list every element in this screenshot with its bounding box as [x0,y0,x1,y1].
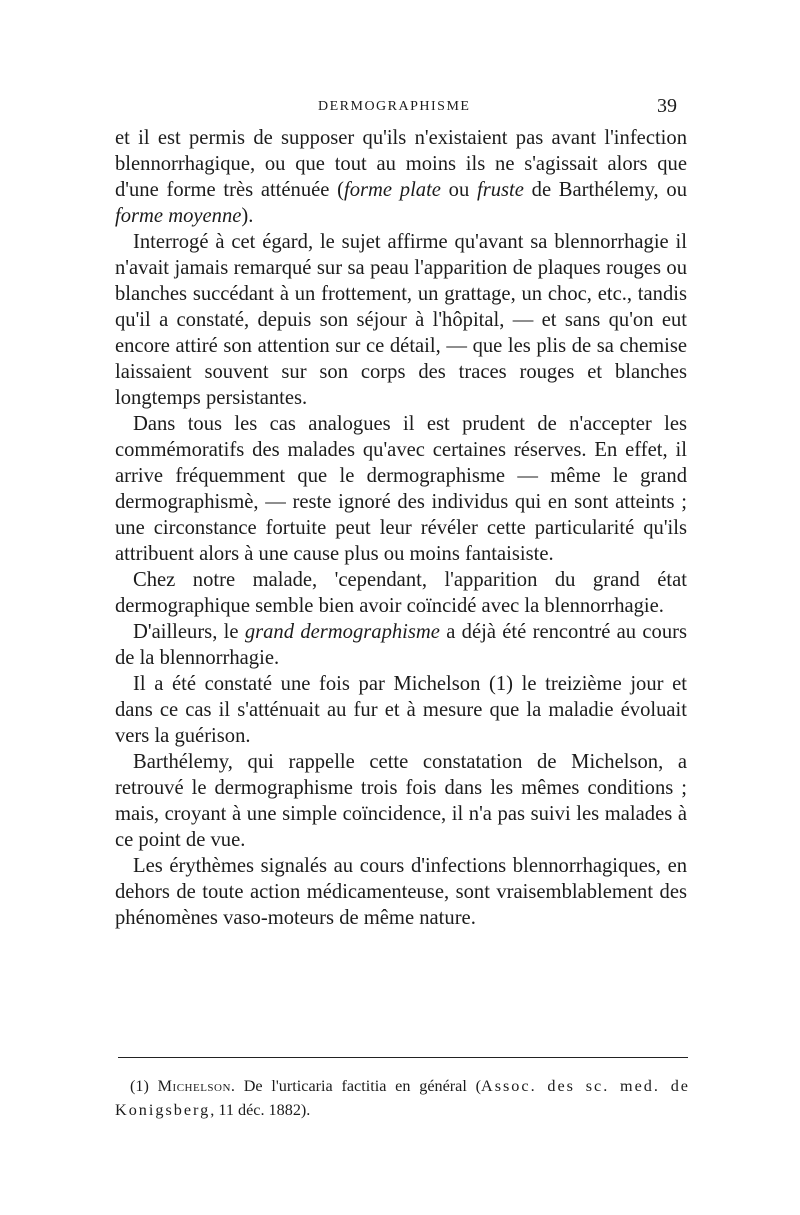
paragraph [115,749,687,853]
text-run: et il est permis de supposer qu'ils n'existaient pas avant l'infection blennorrhagique, ou que tout au moins ils ne s'agissait alors que d'une forme très atténuée ( [115,127,687,201]
footnote-marker: (1) [130,1077,158,1095]
footnote-author: Michelson [157,1077,231,1095]
footnote-source: Assoc. des sc. med. de Konigsberg [115,1077,690,1119]
text-run: Chez notre malade, 'cependant, l'apparition du grand état dermographique semble bien avoir coïncidé avec la blennorrhagie. [115,569,687,617]
italic-run: forme plate [344,179,441,201]
text-run: ou [440,179,477,201]
text-run: Il a été constaté une fois par Michelson (1) le treizième jour et dans ce cas il s'atténuait au fur et à mesure que la maladie évoluait vers la guérison. [115,673,687,747]
body-text [115,125,687,931]
paragraph [115,567,687,619]
text-run: Barthélemy, qui rappelle cette constatation de Michelson, a retrouvé le dermographisme trois fois dans les mêmes conditions ; mais, croyant à une simple coïncidence, il n'a pas suivi les malades à ce point de vue. [115,751,687,851]
footnote [115,1074,690,1122]
text-run: Les érythèmes signalés au cours d'infections blennorrhagiques, en dehors de toute action médicamenteuse, sont vraisemblablement des phénomènes vaso-moteurs de même nature. [115,855,687,929]
paragraph [115,125,687,229]
page-number: 39 [657,95,677,117]
text-run: Dans tous les cas analogues il est prudent de n'accepter les commémoratifs des malades qu'avec certaines réserves. En effet, il arrive fréquemment que le dermographisme — même le grand dermographismè, — reste ignoré des individus qui en sont atteints ; une circonstance fortuite peut leur révéler cette particularité qu'ils attribuent alors à une cause plus ou moins fantaisiste. [115,413,687,565]
text-run: D'ailleurs, le [133,621,245,643]
paragraph [115,619,687,671]
running-head [0,95,800,119]
text-run: a déjà été rencontré au cours de la blennorrhagie. [115,621,687,669]
paragraph [115,229,687,411]
text-run: Interrogé à cet égard, le sujet affirme qu'avant sa blennorrhagie il n'avait jamais remarqué sur sa peau l'apparition de plaques rouges ou blanches succédant à un frottement, un grattage, un choc, etc., tandis qu'il a constaté, depuis son séjour à l'hôpital, — et sans qu'on eut encore attiré son attention sur ce détail, — que les plis de sa chemise laissaient souvent sur son corps des traces rouges et blanches longtemps persistantes. [115,231,687,409]
footnote-divider [118,1057,688,1058]
running-title: DERMOGRAPHISME [318,99,471,114]
italic-run: grand dermographisme [244,621,440,643]
italic-run: forme moyenne [115,205,242,227]
text-run: , 11 déc. 1882). [210,1101,311,1119]
text-run: de Barthélemy, ou [523,179,688,201]
paragraph [115,853,687,931]
paragraph [115,411,687,567]
text-run: ). [241,205,254,227]
text-run: . De l'urticaria factitia en général ( [230,1077,482,1095]
paragraph [115,671,687,749]
italic-run: fruste [477,179,524,201]
